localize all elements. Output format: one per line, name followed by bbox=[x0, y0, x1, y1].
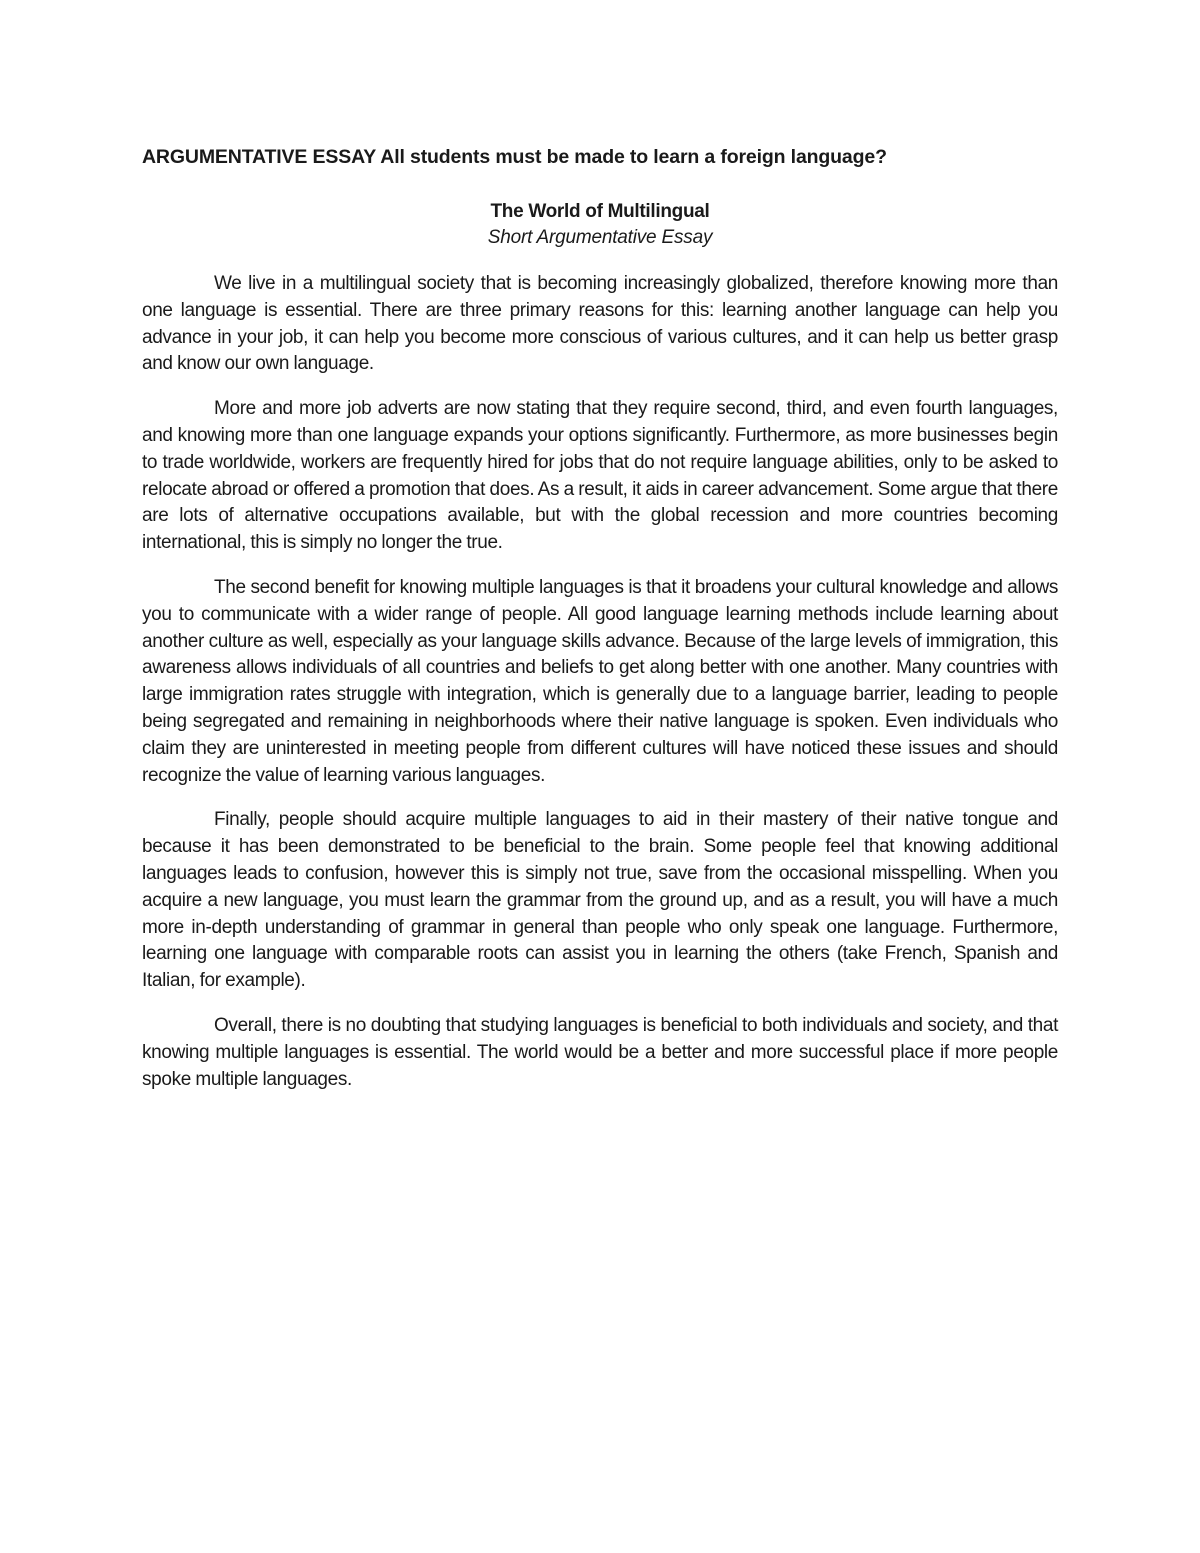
essay-title: The World of Multilingual bbox=[490, 201, 710, 222]
document-body bbox=[142, 143, 1058, 1093]
paragraph-career: More and more job adverts are now stating that they require second, third, and even fourth languages, and knowing more than one language expands your options significantly. Furthermore, as more businesses begin to trade worldwide, workers are frequently hired for jobs that do not require language abilities, only to be asked to relocate abroad or offered a promotion that does. As a result, it aids in career advancement. Some argue that there are lots of alternative occupations available, but with the global recession and more countries becoming international, this is simply no longer the true. bbox=[142, 398, 1058, 554]
essay-subtitle: Short Argumentative Essay bbox=[487, 227, 713, 248]
paragraph-culture: The second benefit for knowing multiple languages is that it broadens your cultural knowledge and allows you to communicate with a wider range of people. All good language learning methods include learning about another culture as well, especially as your language skills advance. Because of the large levels of immigration, this awareness allows individuals of all countries and beliefs to get along better with one another. Many countries with large immigration rates struggle with integration, which is generally due to a language barrier, leading to people being segregated and remaining in neighborhoods where their native language is spoken. Even individuals who claim they are uninterested in meeting people from different cultures will have noticed these issues and should recognize the value of learning various languages. bbox=[142, 576, 1058, 786]
paragraph-conclusion: Overall, there is no doubting that studying languages is beneficial to both individuals and society, and that knowing multiple languages is essential. The world would be a better and more successful place if more people spoke multiple languages. bbox=[142, 1014, 1058, 1090]
paragraph-native-language: Finally, people should acquire multiple languages to aid in their mastery of their native tongue and because it has been demonstrated to be beneficial to the brain. Some people feel that knowing additional languages leads to confusion, however this is simply not true, save from the occasional misspelling. When you acquire a new language, you must learn the grammar from the ground up, and as a result, you will have a much more in-depth understanding of grammar in general than people who only speak one language. Furthermore, learning one language with comparable roots can assist you in learning the others (take French, Spanish and Italian, for example). bbox=[142, 809, 1058, 992]
document-heading: ARGUMENTATIVE ESSAY All students must be made to learn a foreign language? bbox=[142, 146, 887, 168]
paragraph-introduction: We live in a multilingual society that is becoming increasingly globalized, therefore knowing more than one language is essential. There are three primary reasons for this: learning another language can help you advance in your job, it can help you become more conscious of various cultures, and it can help us better grasp and know our own language. bbox=[142, 273, 1058, 375]
